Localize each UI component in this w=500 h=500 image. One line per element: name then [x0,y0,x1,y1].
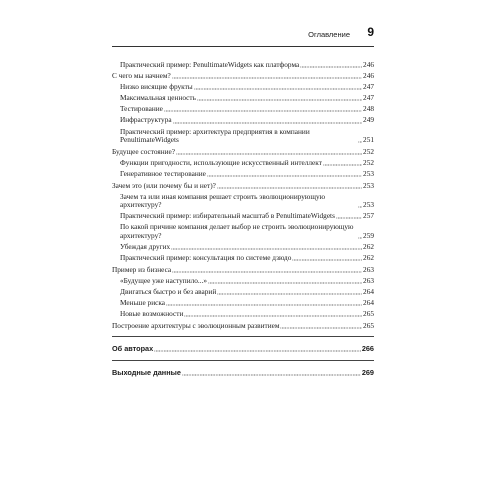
table-of-contents [112,58,374,378]
toc-entry-page: 266 [361,344,374,354]
toc-entry-title: Выходные данные [112,367,181,377]
toc-entry[interactable] [120,83,374,92]
toc-entry-page: 247 [363,93,374,103]
toc-entry-page: 257 [363,211,374,221]
toc-entry-title: Практический пример: избирательный масштаб в PenultimateWidgets [120,211,335,221]
toc-entry-page: 253 [363,168,374,178]
toc-entry[interactable] [120,94,374,103]
dot-leader [358,232,362,239]
toc-entry-page: 263 [363,264,374,274]
toc-entry-page: 249 [363,115,374,125]
dot-leader [280,322,362,329]
toc-entry-page: 251 [363,135,374,145]
dot-leader [182,369,361,376]
toc-entry-title: Тестирование [120,104,163,114]
toc-entry[interactable] [112,266,374,275]
dot-leader [217,182,362,189]
dot-leader [194,83,362,90]
section-divider [112,360,374,361]
toc-entry[interactable] [120,254,374,263]
toc-entry-page: 247 [363,82,374,92]
dot-leader [172,266,362,273]
toc-entry-page: 253 [363,180,374,190]
toc-entry-page: 259 [363,231,374,240]
toc-entry[interactable] [120,105,374,114]
toc-entry-page: 253 [363,200,374,210]
toc-entry[interactable] [120,193,374,210]
toc-entry[interactable] [112,322,374,331]
dot-leader [172,72,362,79]
toc-entry-page: 262 [363,242,374,252]
toc-entry-title: Практический пример: PenultimateWidgets как платформа [120,59,300,69]
toc-entry-title: Зачем это (или почему бы и нет)? [112,180,216,190]
toc-entry-title: Максимальная ценность [120,93,196,103]
toc-entry-page: 264 [363,286,374,296]
toc-entry-title: Практический пример: консультация по системе дзюдо [120,253,292,263]
toc-entry[interactable] [120,310,374,319]
dot-leader [217,288,362,295]
toc-entry-title: Двигаться быстро и без аварий [120,286,217,296]
toc-entry[interactable] [120,159,374,168]
dot-leader [176,148,362,155]
toc-entry-title: Инфраструктура [120,115,172,125]
page-number: 9 [367,25,374,39]
toc-entry-title: Пример из бизнеса [112,264,172,274]
dot-leader [166,299,362,306]
dot-leader [358,136,362,143]
toc-entry-title: «Будущее уже наступило...» [120,275,208,285]
toc-entry[interactable] [120,212,374,221]
toc-entry-page: 246 [363,71,374,81]
dot-leader [171,243,362,250]
dot-leader [300,61,362,68]
dot-leader [208,277,362,284]
toc-entry-page: 265 [363,309,374,319]
toc-entry-page: 252 [363,157,374,167]
toc-entry-page: 263 [363,275,374,285]
toc-entry[interactable] [120,128,374,145]
toc-entry-title: Новые возможности [120,309,184,319]
toc-entry-title: Генеративное тестирование [120,168,206,178]
toc-entry-title: Будущее состояние? [112,146,176,156]
toc-entry[interactable] [120,288,374,297]
toc-entry[interactable] [120,223,374,240]
toc-entry-title: Практический пример: архитектура предприятия в компании PenultimateWidgets [120,126,310,145]
toc-entry-title: Построение архитектуры с эволюционным развитием [112,320,280,330]
toc-entry[interactable] [120,243,374,252]
toc-entry-title: Зачем та или иная компания решает строить эволюционирующую архитектуру? [120,191,326,210]
toc-entry-page: 252 [363,146,374,156]
toc-entry[interactable] [112,148,374,157]
toc-entry[interactable] [120,116,374,125]
toc-entry[interactable] [120,277,374,286]
toc-entry-title: Меньше риска [120,298,166,308]
toc-entry-page: 246 [363,59,374,69]
toc-entry-page: 262 [363,253,374,263]
toc-entry[interactable] [112,72,374,81]
dot-leader [154,345,361,352]
toc-entry-title: Низко висящие фрукты [120,82,193,92]
toc-entry-page: 269 [361,367,374,377]
toc-entry[interactable] [120,61,374,70]
running-head-title: Оглавление [308,30,350,39]
toc-entry-title: Об авторах [112,344,154,354]
toc-entry[interactable] [112,182,374,191]
dot-leader [358,201,362,208]
toc-entry-page: 264 [363,298,374,308]
dot-leader [207,170,362,177]
dot-leader [323,159,362,166]
toc-entry[interactable] [120,170,374,179]
toc-entry-title: С чего мы начнем? [112,71,171,81]
page-header [112,22,374,47]
dot-leader [336,212,362,219]
toc-entry-title: Убеждая других [120,242,171,252]
toc-entry-page: 265 [363,320,374,330]
toc-entry[interactable] [112,369,374,378]
toc-entry[interactable] [112,345,374,354]
toc-entry-page: 248 [363,104,374,114]
dot-leader [292,254,362,261]
dot-leader [197,94,362,101]
dot-leader [173,117,362,124]
toc-entry-title: Функции пригодности, использующие искусственный интеллект [120,157,322,167]
section-divider [112,336,374,337]
dot-leader [164,105,362,112]
dot-leader [184,310,362,317]
toc-entry[interactable] [120,299,374,308]
toc-entry-title: По какой причине компания делает выбор не строить эволюционирующую архитектуру? [120,222,354,240]
